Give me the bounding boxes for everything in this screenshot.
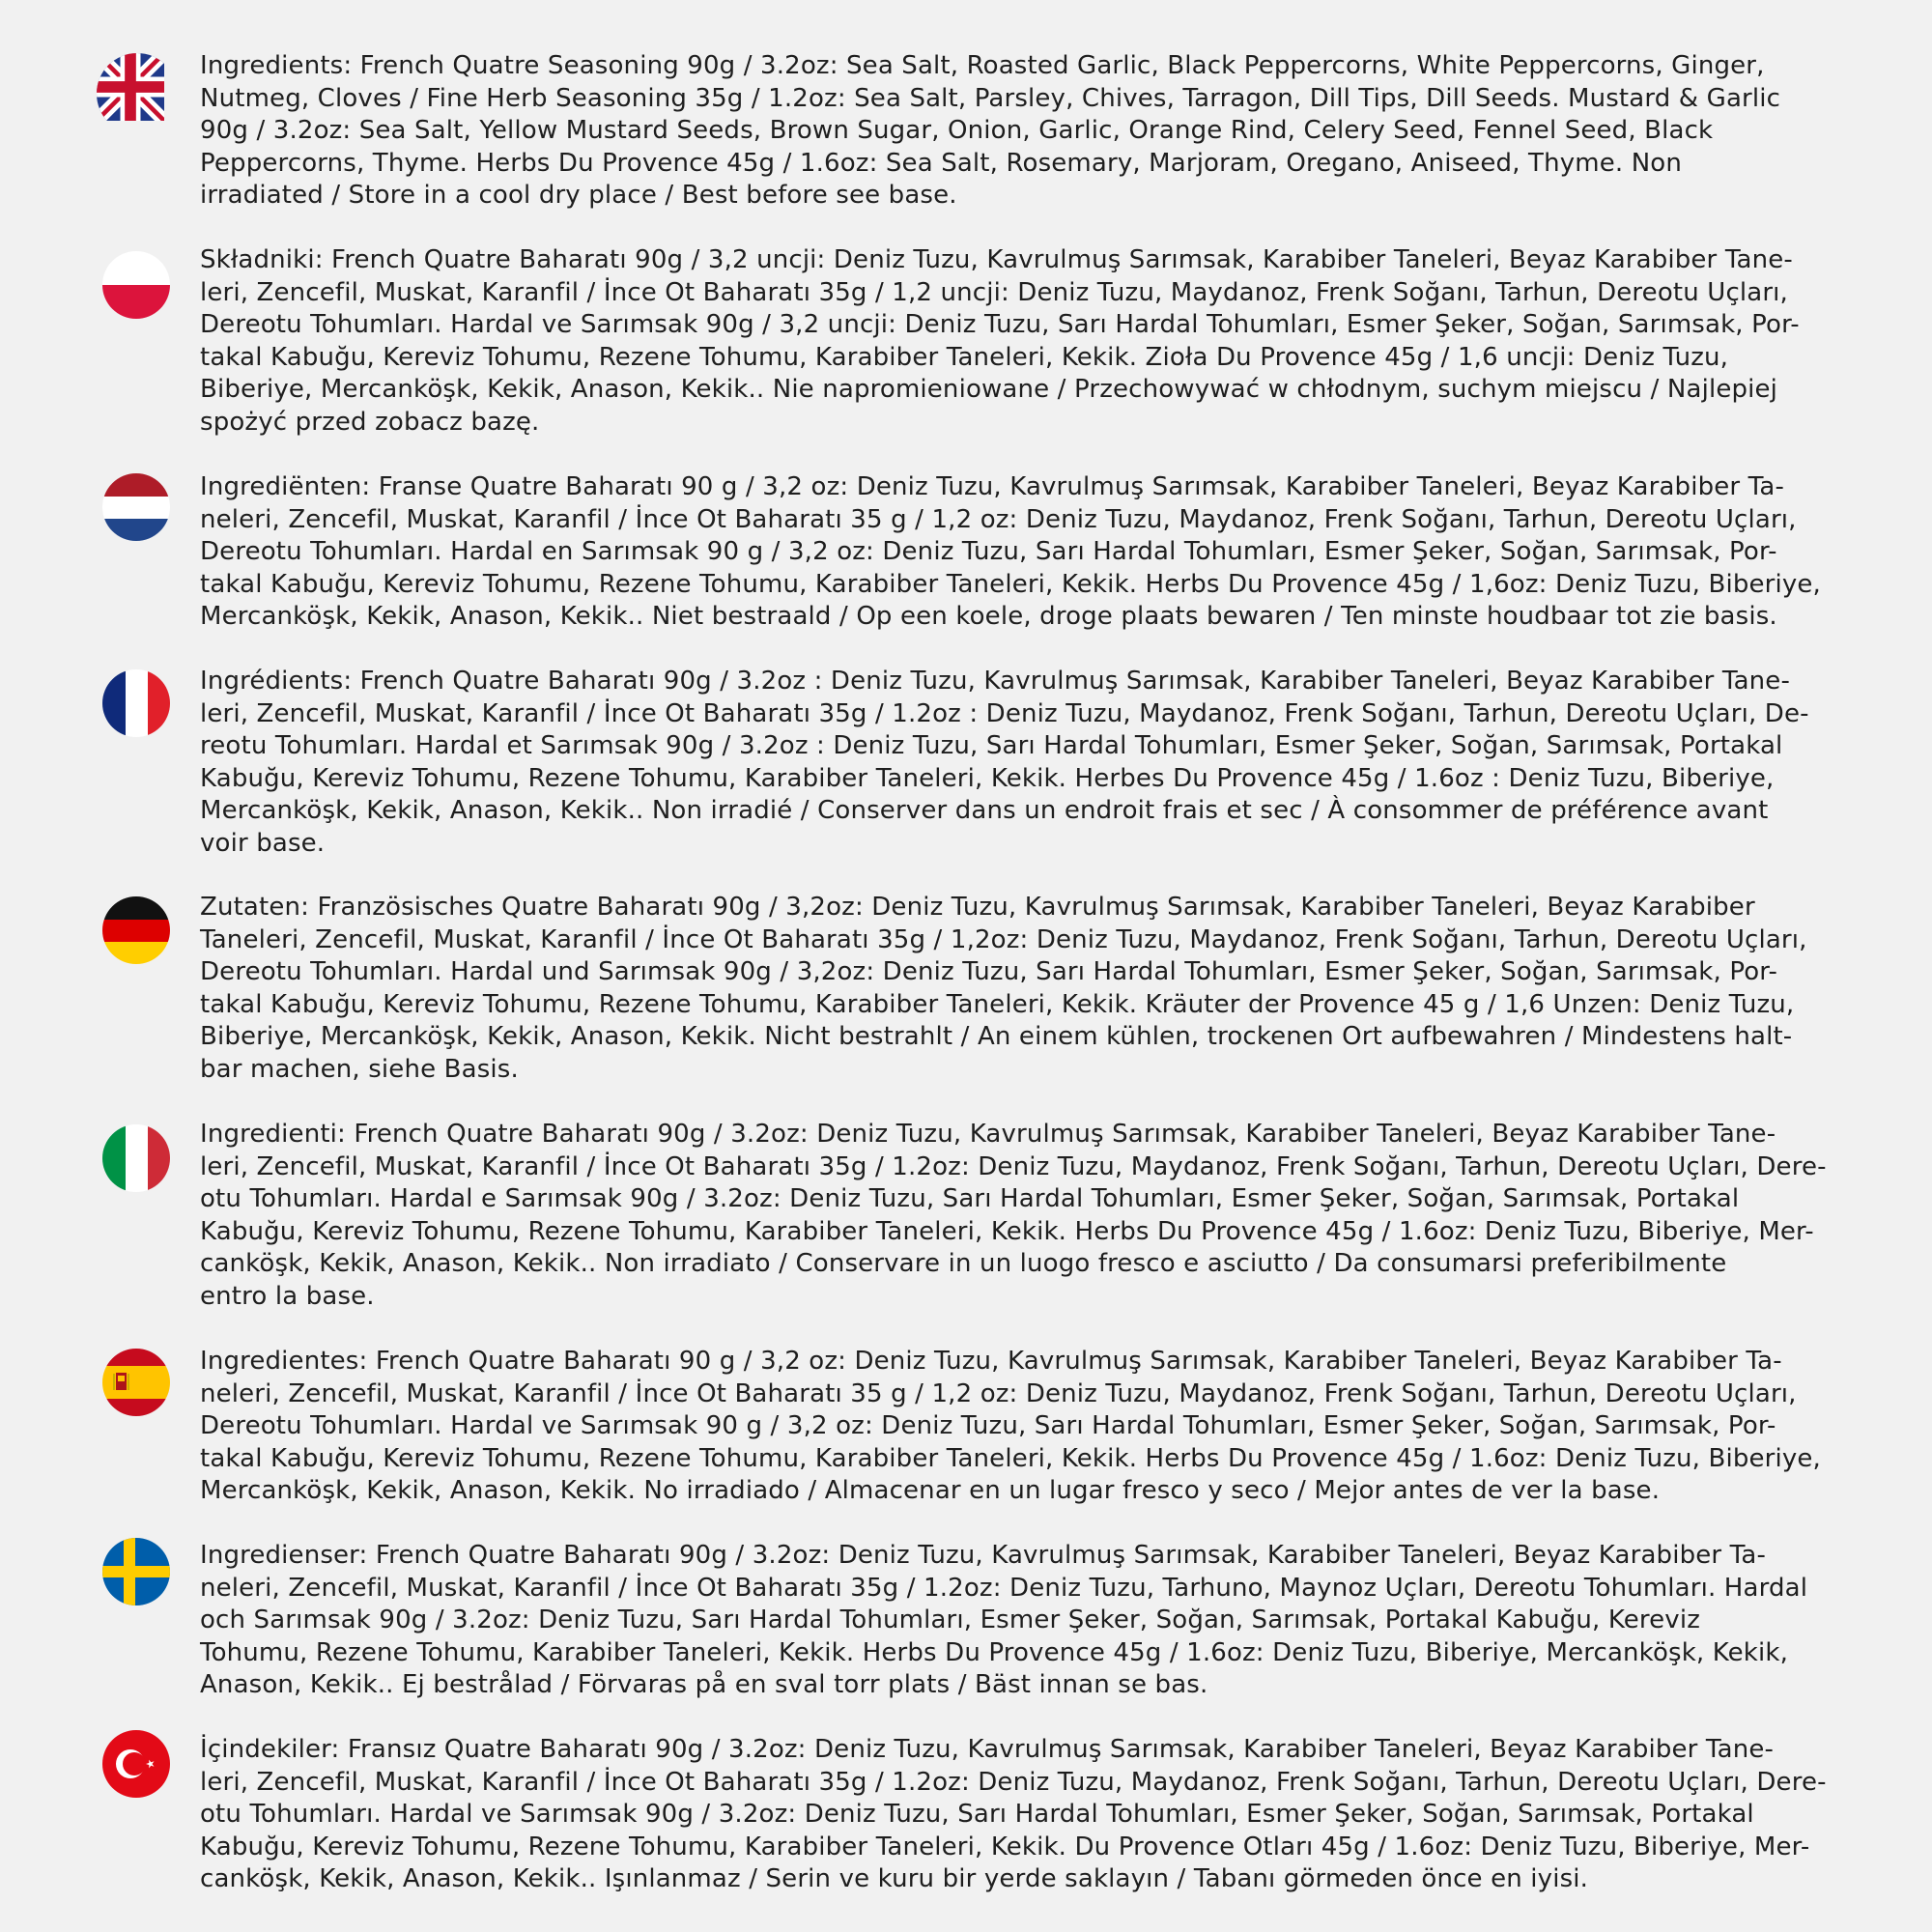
ingredients-text-fr: Ingrédients: French Quatre Baharatı 90g / 3.2oz : Deniz Tuzu, Kavrulmuş Sarımsak, Karabiber Taneleri, Beyaz Karabiber Tane- leri, Zencefil, Muskat, Karanfil / İnce Ot Baharatı 35g / 1.2oz : Deniz Tuzu, Maydanoz, Frenk Soğanı, Tarhun, Dereotu Uçları, De- reotu Tohumları. Hardal et Sarımsak 90g / 3.2oz : Deniz Tuzu, Sarı Hardal Tohumları, Esmer Şeker, Soğan, Sarımsak, Portakal Kabuğu, Kereviz Tohumu, Rezene Tohumu, Karabiber Taneleri, Kekik. Herbes Du Provence 45g / 1.6oz : Deniz Tuzu, Biberiye, Mercanköşk, Kekik, Anason, Kekik.. Non irradié / Conserver dans un endroit frais et sec / À consommer de préférence avant voir base. [200, 667, 1809, 858]
poland-flag-icon [102, 251, 170, 319]
italy-flag-icon [102, 1124, 170, 1192]
france-flag-icon [102, 669, 170, 737]
sweden-flag-icon [102, 1538, 170, 1605]
spain-flag-icon [102, 1349, 170, 1416]
ingredients-text-tr: İçindekiler: Fransız Quatre Baharatı 90g / 3.2oz: Deniz Tuzu, Kavrulmuş Sarımsak, Karabiber Taneleri, Beyaz Karabiber Tane- leri, Zencefil, Muskat, Karanfil / İnce Ot Baharatı 35g / 1.2oz: Deniz Tuzu, Maydanoz, Frenk Soğanı, Tarhun, Dereotu Uçları, Dere- otu Tohumları. Hardal ve Sarımsak 90g / 3.2oz: Deniz Tuzu, Sarı Hardal Tohumları, Esmer Şeker, Soğan, Sarımsak, Portakal Kabuğu, Kereviz Tohumu, Rezene Tohumu, Karabiber Taneleri, Kekik. Du Provence Otları 45g / 1.6oz: Deniz Tuzu, Biberiye, Mer- canköşk, Kekik, Anason, Kekik.. Işınlanmaz / Serin ve kuru bir yerde saklayın / Tabanı görmeden önce en iyisi. [200, 1735, 1827, 1893]
germany-flag-icon [102, 896, 170, 964]
ingredients-text-nl: Ingrediënten: Franse Quatre Baharatı 90 g / 3,2 oz: Deniz Tuzu, Kavrulmuş Sarımsak, Karabiber Taneleri, Beyaz Karabiber Ta- neleri, Zencefil, Muskat, Karanfil / İnce Ot Baharatı 35 g / 1,2 oz: Deniz Tuzu, Maydanoz, Frenk Soğanı, Tarhun, Dereotu Uçları, Dereotu Tohumları. Hardal en Sarımsak 90 g / 3,2 oz: Deniz Tuzu, Sarı Hardal Tohumları, Esmer Şeker, Soğan, Sarımsak, Por- takal Kabuğu, Kereviz Tohumu, Rezene Tohumu, Karabiber Taneleri, Kekik. Herbs Du Provence 45g / 1,6oz: Deniz Tuzu, Biberiye, Mercanköşk, Kekik, Anason, Kekik.. Niet bestraald / Op een koele, droge plaats bewaren / Ten minste houdbaar tot zie basis. [200, 472, 1821, 631]
ingredients-text-de: Zutaten: Französisches Quatre Baharatı 90g / 3,2oz: Deniz Tuzu, Kavrulmuş Sarımsak, Karabiber Taneleri, Beyaz Karabiber Taneleri, Zencefil, Muskat, Karanfil / İnce Ot Baharatı 35g / 1,2oz: Deniz Tuzu, Maydanoz, Frenk Soğanı, Tarhun, Dereotu Uçları, Dereotu Tohumları. Hardal und Sarımsak 90g / 3,2oz: Deniz Tuzu, Sarı Hardal Tohumları, Esmer Şeker, Soğan, Sarımsak, Por- takal Kabuğu, Kereviz Tohumu, Rezene Tohumu, Karabiber Taneleri, Kekik. Kräuter der Provence 45 g / 1,6 Unzen: Deniz Tuzu, Biberiye, Mercanköşk, Kekik, Anason, Kekik. Nicht bestrahlt / An einem kühlen, trockenen Ort aufbewahren / Mindestens halt- bar machen, siehe Basis. [200, 893, 1807, 1084]
ingredients-text-pl: Składniki: French Quatre Baharatı 90g / 3,2 uncji: Deniz Tuzu, Kavrulmuş Sarımsak, Karabiber Taneleri, Beyaz Karabiber Tane- leri, Zencefil, Muskat, Karanfil / İnce Ot Baharatı 35g / 1,2 uncji: Deniz Tuzu, Maydanoz, Frenk Soğanı, Tarhun, Dereotu Uçları, Dereotu Tohumları. Hardal ve Sarımsak 90g / 3,2 uncji: Deniz Tuzu, Sarı Hardal Tohumları, Esmer Şeker, Soğan, Sarımsak, Por- takal Kabuğu, Kereviz Tohumu, Rezene Tohumu, Karabiber Taneleri, Kekik. Zioła Du Provence 45g / 1,6 uncji: Deniz Tuzu, Biberiye, Mercanköşk, Kekik, Anason, Kekik.. Nie napromieniowane / Przechowywać w chłodnym, suchym miejscu / Najlepiej spożyć przed zobacz bazę. [200, 245, 1800, 437]
ingredients-text-es: Ingredientes: French Quatre Baharatı 90 g / 3,2 oz: Deniz Tuzu, Kavrulmuş Sarımsak, Karabiber Taneleri, Beyaz Karabiber Ta- neleri, Zencefil, Muskat, Karanfil / İnce Ot Baharatı 35 g / 1,2 oz: Deniz Tuzu, Maydanoz, Frenk Soğanı, Tarhun, Dereotu Uçları, Dereotu Tohumları. Hardal ve Sarımsak 90 g / 3,2 oz: Deniz Tuzu, Sarı Hardal Tohumları, Esmer Şeker, Soğan, Sarımsak, Por- takal Kabuğu, Kereviz Tohumu, Rezene Tohumu, Karabiber Taneleri, Kekik. Herbs Du Provence 45g / 1.6oz: Deniz Tuzu, Biberiye, Mercanköşk, Kekik, Anason, Kekik. No irradiado / Almacenar en un lugar fresco y seco / Mejor antes de ver la base. [200, 1347, 1821, 1505]
ingredients-text-en: Ingredients: French Quatre Seasoning 90g / 3.2oz: Sea Salt, Roasted Garlic, Black Peppercorns, White Peppercorns, Ginger, Nutmeg, Cloves / Fine Herb Seasoning 35g / 1.2oz: Sea Salt, Parsley, Chives, Tarragon, Dill Tips, Dill Seeds. Mustard & Garlic 90g / 3.2oz: Sea Salt, Yellow Mustard Seeds, Brown Sugar, Onion, Garlic, Orange Rind, Celery Seed, Fennel Seed, Black Peppercorns, Thyme. Herbs Du Provence 45g / 1.6oz: Sea Salt, Rosemary, Marjoram, Oregano, Aniseed, Thyme. Non irradiated / Store in a cool dry place / Best before see base. [200, 51, 1781, 210]
ingredients-text-it: Ingredienti: French Quatre Baharatı 90g / 3.2oz: Deniz Tuzu, Kavrulmuş Sarımsak, Karabiber Taneleri, Beyaz Karabiber Tane- leri, Zencefil, Muskat, Karanfil / İnce Ot Baharatı 35g / 1.2oz: Deniz Tuzu, Maydanoz, Frenk Soğanı, Tarhun, Dereotu Uçları, Dere- otu Tohumları. Hardal e Sarımsak 90g / 3.2oz: Deniz Tuzu, Sarı Hardal Tohumları, Esmer Şeker, Soğan, Sarımsak, Portakal Kabuğu, Kereviz Tohumu, Rezene Tohumu, Karabiber Taneleri, Kekik. Herbs Du Provence 45g / 1.6oz: Deniz Tuzu, Biberiye, Mer- canköşk, Kekik, Anason, Kekik.. Non irradiato / Conservare in un luogo fresco e asciutto / Da consumarsi preferibilmente entro la base. [200, 1120, 1827, 1311]
turkey-flag-icon [102, 1730, 170, 1798]
netherlands-flag-icon [102, 473, 170, 541]
united-kingdom-flag-icon [97, 53, 178, 134]
ingredients-text-sv: Ingredienser: French Quatre Baharatı 90g / 3.2oz: Deniz Tuzu, Kavrulmuş Sarımsak, Karabiber Taneleri, Beyaz Karabiber Ta- neleri, Zencefil, Muskat, Karanfil / İnce Ot Baharatı 35g / 1.2oz: Deniz Tuzu, Tarhuno, Maynoz Uçları, Dereotu Tohumları. Hardal och Sarımsak 90g / 3.2oz: Deniz Tuzu, Sarı Hardal Tohumları, Esmer Şeker, Soğan, Sarımsak, Portakal Kabuğu, Kereviz Tohumu, Rezene Tohumu, Karabiber Taneleri, Kekik. Herbs Du Provence 45g / 1.6oz: Deniz Tuzu, Biberiye, Mercanköşk, Kekik, Anason, Kekik.. Ej bestrålad / Förvaras på en sval torr plats / Bäst innan se bas. [200, 1541, 1808, 1699]
